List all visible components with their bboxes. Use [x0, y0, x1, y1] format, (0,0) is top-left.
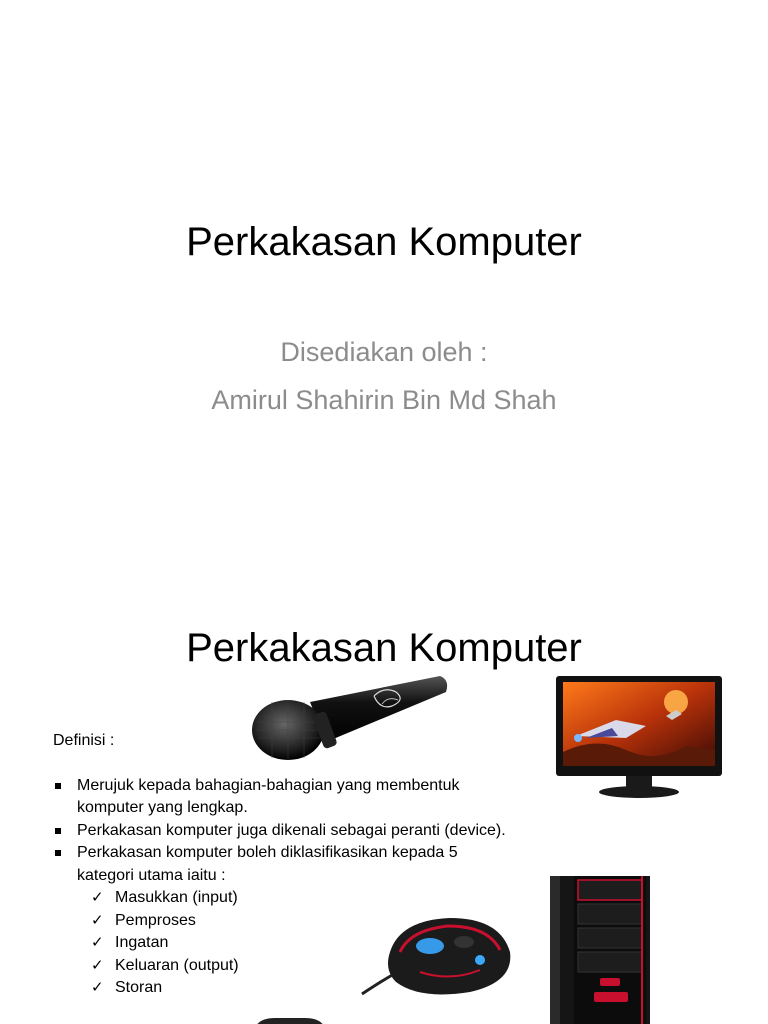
list-item: Perkakasan komputer juga dikenali sebagai peranti (device).	[53, 820, 513, 843]
list-item: Merujuk kepada bahagian-bahagian yang membentuk komputer yang lengkap.	[53, 775, 513, 820]
checkmark-icon: ✓	[91, 934, 104, 951]
monitor-image	[556, 676, 722, 802]
checkmark-icon: ✓	[91, 956, 104, 974]
device-edge-image	[255, 1018, 325, 1024]
slide-title: Perkakasan Komputer	[186, 220, 582, 264]
list-item: Perkakasan komputer boleh diklasifikasikan kepada 5 kategori utama iaitu : ✓ Masukkan (input) ✓ Pemproses ✓ Ingatan ✓ Keluaran (output) ✓ Storan	[53, 842, 513, 1000]
checkmark-icon: ✓	[91, 889, 104, 906]
content-slide	[0, 576, 768, 1024]
pc-tower-image	[550, 874, 650, 1024]
category-item: ✓ Pemproses	[91, 910, 513, 933]
square-bullet-icon	[55, 783, 61, 789]
square-bullet-icon	[55, 850, 61, 856]
category-item: ✓ Masukkan (input)	[91, 887, 513, 910]
category-item: ✓ Storan	[91, 977, 513, 1000]
subtitle-line-2: Amirul Shahirin Bin Md Shah	[211, 385, 557, 415]
subtitle-line-1: Disediakan oleh :	[280, 337, 488, 367]
category-item: ✓ Keluaran (output)	[91, 955, 513, 978]
category-item: ✓ Ingatan	[91, 932, 513, 955]
definition-label: Definisi :	[53, 732, 115, 749]
gaming-mouse-image	[360, 912, 516, 1004]
square-bullet-icon	[55, 828, 61, 834]
checkmark-icon: ✓	[91, 979, 104, 996]
checkmark-icon: ✓	[91, 911, 104, 929]
slide-title: Perkakasan Komputer	[186, 626, 582, 670]
